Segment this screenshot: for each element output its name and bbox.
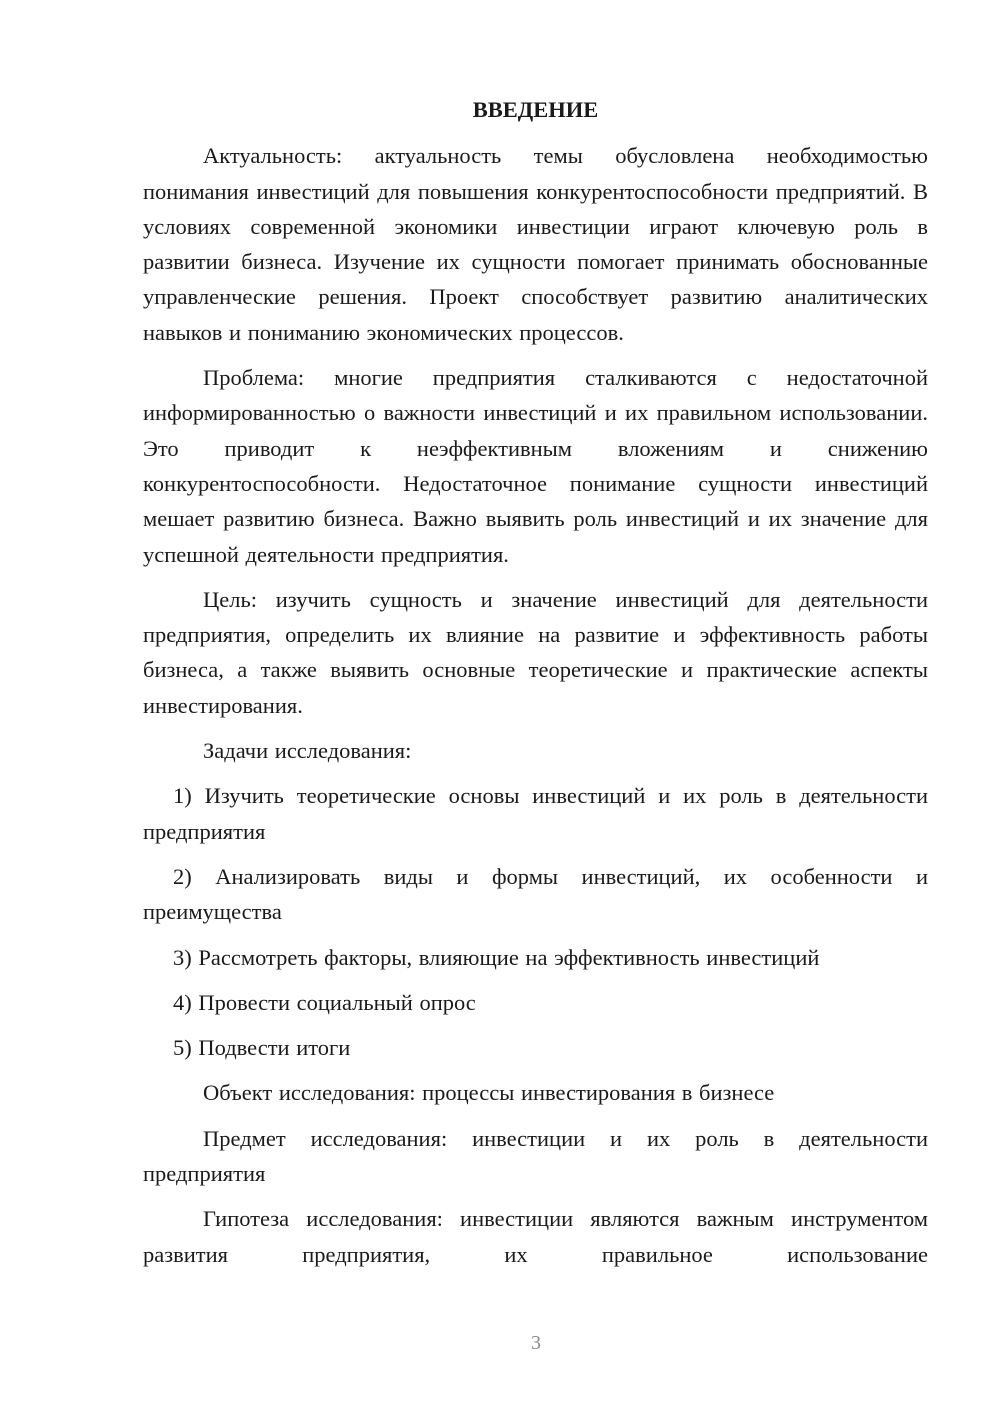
tasks-heading: Задачи исследования: xyxy=(203,738,412,764)
task-item-5: 5) Подвести итоги xyxy=(173,1035,351,1061)
problem-paragraph: Проблема: многие предприятия сталкиваются с недостаточной информированностью о важности инвестиций и их правильном использовании. Это приводит к неэффективным вложениям и снижению конкурентоспособности. Недостаточное понимание сущности инвестиций мешает развитию бизнеса. Важно выявить роль инвестиций и их значение для успешной деятельности предприятия. xyxy=(143,365,928,567)
page-number: 3 xyxy=(531,1332,541,1354)
relevance-paragraph: Актуальность: актуальность темы обусловлена необходимостью понимания инвестиций для повышения конкурентоспособности предприятий. В условиях современной экономики инвестиции играют ключевую роль в развитии бизнеса. Изучение их сущности помогает принимать обоснованные управленческие решения. Проект способствует развитию аналитических навыков и пониманию экономических процессов. xyxy=(143,143,928,345)
document-title: ВВЕДЕНИЕ xyxy=(472,97,599,122)
object-paragraph: Объект исследования: процессы инвестирования в бизнесе xyxy=(203,1080,775,1106)
hypothesis-paragraph: Гипотеза исследования: инвестиции являются важным инструментом развития предприятия, их правильное использование xyxy=(143,1206,928,1267)
subject-paragraph: Предмет исследования: инвестиции и их роль в деятельности предприятия xyxy=(143,1125,928,1187)
task-item-4: 4) Провести социальный опрос xyxy=(173,989,476,1015)
task-item-3: 3) Рассмотреть факторы, влияющие на эффективность инвестиций xyxy=(173,944,820,970)
task-item-2: 2) Анализировать виды и формы инвестиций, их особенности и преимущества xyxy=(143,863,928,925)
task-item-1: 1) Изучить теоретические основы инвестиций и их роль в деятельности предприятия xyxy=(143,783,928,844)
document-page xyxy=(143,92,928,1282)
goal-paragraph: Цель: изучить сущность и значение инвестиций для деятельности предприятия, определить их влияние на развитие и эффективность работы бизнеса, а также выявить основные теоретические и практические аспекты инвестирования. xyxy=(143,586,928,718)
